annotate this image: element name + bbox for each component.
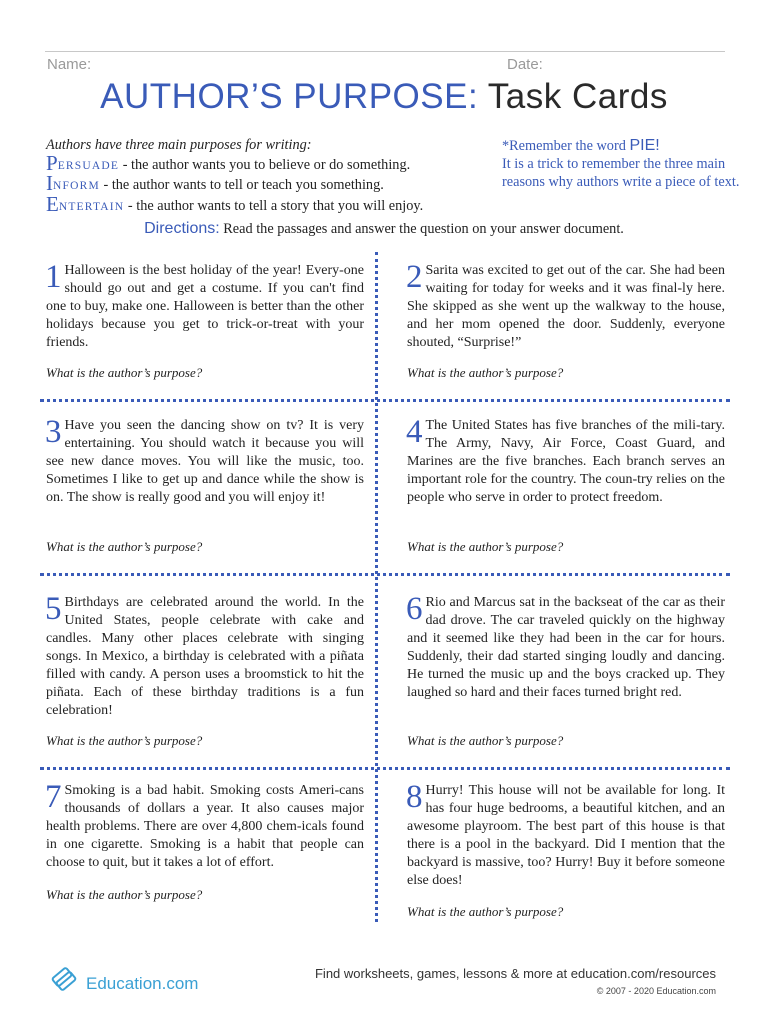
card-passage: Hurry! This house will not be available for long. It has four huge bedrooms, a beautiful kitchen, and an awesome playroom. The best part of this house is that there is a pool in the backyard. Did I mention that the backyard is massive, too? Hurry! Buy it before someone else does! [407,783,725,888]
pie-note-line1: *Remember the word [502,138,630,154]
initial-e: E [46,191,59,216]
card-passage: Smoking is a bad habit. Smoking costs Ameri-cans thousands of dollars a year. It also causes major health problems. There are over 4,800 chem-icals found in one cigarette. Smoking is a habit that people can choose to quit, but it takes a lot of effort. [46,783,364,870]
card-question: What is the author’s purpose? [46,539,203,554]
task-card-2 [406,259,725,392]
card-4-text [406,414,725,507]
task-card-4 [406,414,725,567]
directions [0,220,768,238]
card-question: What is the author’s purpose? [407,904,564,919]
row-divider-1 [40,399,730,402]
card-3-text [45,414,364,507]
row-divider-2 [40,573,730,576]
card-passage: Rio and Marcus sat in the backseat of the car as their dad drove. The car traveled quickly on the highway and it seemed like they had been in the car for hours. Suddenly, their dad started singing loudly and dancing. He turned the music up and the boys cracked up. They laughed so hard and their faces turned bright red. [407,595,725,700]
initial-i: I [46,171,53,195]
footer-copyright: © 2007 - 2020 Education.com [596,986,716,996]
purpose-persuade [46,150,496,176]
task-card-5 [45,591,364,759]
card-number: 5 [45,591,62,627]
date-label: Date: [507,56,543,73]
title-main: AUTHOR’S PURPOSE: [100,77,479,116]
card-question: What is the author’s purpose? [407,733,564,748]
card-number: 7 [45,779,62,815]
task-card-8 [406,779,725,922]
task-card-3 [45,414,364,567]
task-card-7 [45,779,364,912]
card-8-text [406,779,725,890]
header-rule [45,51,725,52]
pie-note-body: It is a trick to remember the three main reasons why authors write a piece of text. [502,156,740,190]
card-number: 2 [406,259,423,295]
row-divider-3 [40,767,730,770]
inform-definition: - the author wants to tell or teach you something. [99,177,384,193]
directions-label: Directions: [144,220,220,237]
card-number: 3 [45,414,62,450]
card-number: 8 [406,779,423,815]
word-persuade: ERSUADE [57,159,120,172]
name-label: Name: [47,56,92,73]
purpose-inform [46,171,496,196]
footer-tagline[interactable]: Find worksheets, games, lessons & more at education.com/resources [314,966,716,981]
card-2-text [406,259,725,352]
entertain-definition: - the author wants to tell a story that you will enjoy. [124,197,424,214]
card-number: 6 [406,591,423,627]
card-question: What is the author’s purpose? [46,887,203,902]
card-question: What is the author’s purpose? [407,365,564,380]
card-6-text [406,591,725,702]
brand-name[interactable]: Education.com [86,974,199,993]
purpose-entertain [46,191,496,217]
task-card-1 [45,259,364,392]
persuade-definition: - the author wants you to believe or do something. [119,156,411,173]
pie-word: PIE! [629,137,660,154]
card-1-text [45,259,364,352]
education-logo-icon [48,960,84,1001]
card-passage: Birthdays are celebrated around the world. In the United States, people celebrate with cake and candles. Many other places celebrate with singing songs. In Mexico, a birthday is celebrated with a piñata filled with candy. A person uses a broomstick to hit the piñata. Each of these birthday traditions is a fun celebration! [46,595,364,718]
card-question: What is the author’s purpose? [46,733,203,748]
card-question: What is the author’s purpose? [46,365,203,380]
intro-lead: Authors have three main purposes for writing: [46,137,312,153]
card-5-text [45,591,364,720]
pie-note [502,137,742,191]
initial-p: P [46,150,58,175]
title-sub: Task Cards [478,77,668,116]
card-7-text [45,779,364,872]
word-inform: NFORM [53,180,100,192]
card-number: 4 [406,414,423,450]
word-entertain: NTERTAIN [58,200,125,213]
card-passage: Halloween is the best holiday of the year! Every-one should go out and get a costume. If you can't find one to buy, make one. Halloween is better than the other holidays because you get to trick-or-treat with your friends. [46,263,364,350]
directions-text: Read the passages and answer the question on your answer document. [219,221,624,237]
vertical-divider [375,252,378,922]
card-passage: Have you seen the dancing show on tv? It is very entertaining. You should watch it because you will see new dance moves. You will like the music, too. Sometimes I like to get up and dance while the show is on. The show is really good and you will enjoy it! [46,418,364,505]
purposes-intro [46,137,496,216]
task-card-6 [406,591,725,759]
page-title [0,77,768,117]
card-passage: Sarita was excited to get out of the car. She had been waiting for today for weeks and it was final-ly here. She skipped as she went up the walkway to the house, and her mom opened the door. Suddenly, everyone shouted, “Surprise!” [407,263,725,350]
card-passage: The United States has five branches of the mili-tary. The Army, Navy, Air Force, Coast Guard, and Marines are the five branches. Each branch serves an important role for the country. The coun-try relies on the people who serve in order to protect freedom. [407,418,725,505]
card-question: What is the author’s purpose? [407,539,564,554]
card-number: 1 [45,259,62,295]
